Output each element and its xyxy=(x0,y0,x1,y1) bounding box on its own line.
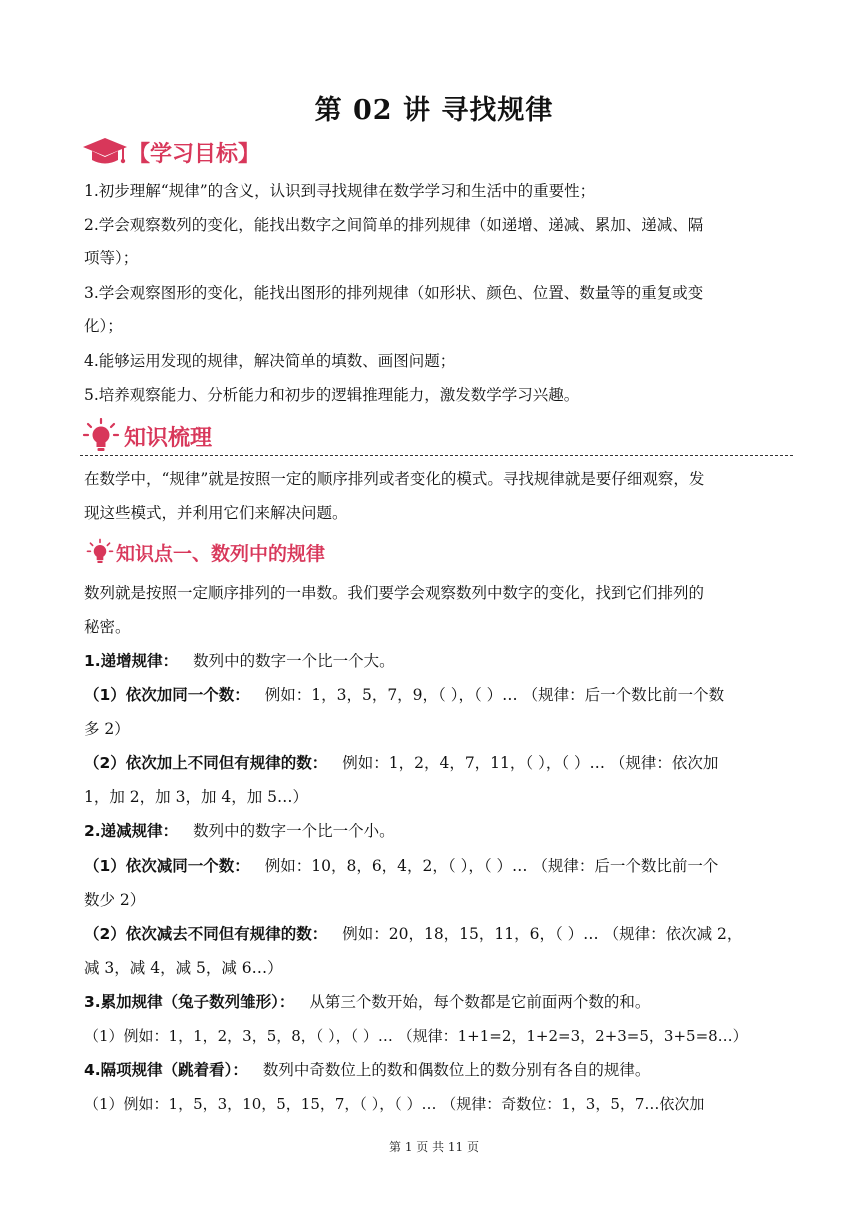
rule-heading: （2）依次加上不同但有规律的数： xyxy=(84,754,328,772)
rule-heading: 3.累加规律（兔子数列雏形）： xyxy=(84,993,295,1011)
rule-item xyxy=(84,752,718,774)
rule-text: 例如：1，3，5，7，9，（ ），（ ）… （规律：后一个数比前一个数 xyxy=(264,686,725,704)
goal-line: 项等）； xyxy=(84,249,139,267)
section-knowledge xyxy=(82,418,212,454)
knowledge-point-1-label: 知识点一、数列中的规律 xyxy=(116,542,326,565)
body-line: 秘密。 xyxy=(84,618,131,636)
rule-text: 数列中奇数位上的数和偶数位上的数分别有各自的规律。 xyxy=(262,1061,651,1079)
goal-line: 1.初步理解“规律”的含义，认识到寻找规律在数学学习和生活中的重要性； xyxy=(84,182,596,200)
rule-accumulate xyxy=(84,991,650,1013)
body-line: （1）例如：1，5，3，10，5，15，7，（ ），（ ）… （规律：奇数位：1，3，5，7…依次加 xyxy=(84,1095,705,1113)
body-line: 数少 2） xyxy=(84,891,146,909)
lightbulb-icon xyxy=(82,418,120,454)
rule-text: 从第三个数开始，每个数都是它前面两个数的和。 xyxy=(309,993,651,1011)
rule-text: 例如：10，8，6，4，2，（ ），（ ）… （规律：后一个数比前一个 xyxy=(264,857,719,875)
section-knowledge-label: 知识梳理 xyxy=(124,425,213,451)
intro-line: 在数学中，“规律”就是按照一定的顺序排列或者变化的模式。寻找规律就是要仔细观察，发 xyxy=(84,470,705,488)
knowledge-point-1 xyxy=(86,538,325,566)
rule-item xyxy=(84,855,718,877)
rule-text: 数列中的数字一个比一个大。 xyxy=(193,652,395,670)
rule-item xyxy=(84,684,724,706)
graduation-cap-icon xyxy=(82,136,128,168)
lightbulb-icon xyxy=(86,538,114,566)
goal-line: 化）； xyxy=(84,317,123,335)
rule-heading: 4.隔项规律（跳着看）： xyxy=(84,1061,248,1079)
page-title: 第 02 讲 寻找规律 xyxy=(314,95,554,126)
rule-item xyxy=(84,923,742,945)
rule-heading: （2）依次减去不同但有规律的数： xyxy=(84,925,328,943)
goal-line: 4.能够运用发现的规律，解决简单的填数、画图问题； xyxy=(84,352,456,370)
rule-decreasing xyxy=(84,820,395,842)
section-divider xyxy=(80,455,793,456)
section-learning-goals xyxy=(82,136,260,168)
rule-heading: （1）依次加同一个数： xyxy=(84,686,250,704)
rule-text: 例如：1，2，4，7，11，（ ），（ ）… （规律：依次加 xyxy=(342,754,719,772)
rule-heading: 1.递增规律： xyxy=(84,652,179,670)
rule-alternate xyxy=(84,1059,650,1081)
body-line: （1）例如：1，1，2，3，5，8，（ ），（ ）… （规律：1+1=2，1+2=3，2+3=5，3+5=8…） xyxy=(84,1027,748,1045)
rule-heading: 2.递减规律： xyxy=(84,822,179,840)
body-line: 1，加 2，加 3，加 4，加 5…） xyxy=(84,788,309,806)
rule-text: 例如：20，18，15，11，6，（ ）… （规律：依次减 2， xyxy=(342,925,743,943)
goal-line: 2.学会观察数列的变化，能找出数字之间简单的排列规律（如递增、递减、累加、递减、隔 xyxy=(84,216,704,234)
rule-heading: （1）依次减同一个数： xyxy=(84,857,250,875)
rule-increasing xyxy=(84,650,395,672)
rule-text: 数列中的数字一个比一个小。 xyxy=(193,822,395,840)
goal-line: 5.培养观察能力、分析能力和初步的逻辑推理能力，激发数学学习兴趣。 xyxy=(84,386,580,404)
goal-line: 3.学会观察图形的变化，能找出图形的排列规律（如形状、颜色、位置、数量等的重复或变 xyxy=(84,284,704,302)
body-line: 数列就是按照一定顺序排列的一串数。我们要学会观察数列中数字的变化，找到它们排列的 xyxy=(84,584,705,602)
page-footer: 第 1 页 共 11 页 xyxy=(389,1140,479,1154)
section-learning-goals-label: 【学习目标】 xyxy=(128,141,261,167)
body-line: 减 3，减 4，减 5，减 6…） xyxy=(84,959,283,977)
body-line: 多 2） xyxy=(84,720,130,738)
intro-line: 现这些模式，并利用它们来解决问题。 xyxy=(84,504,348,522)
